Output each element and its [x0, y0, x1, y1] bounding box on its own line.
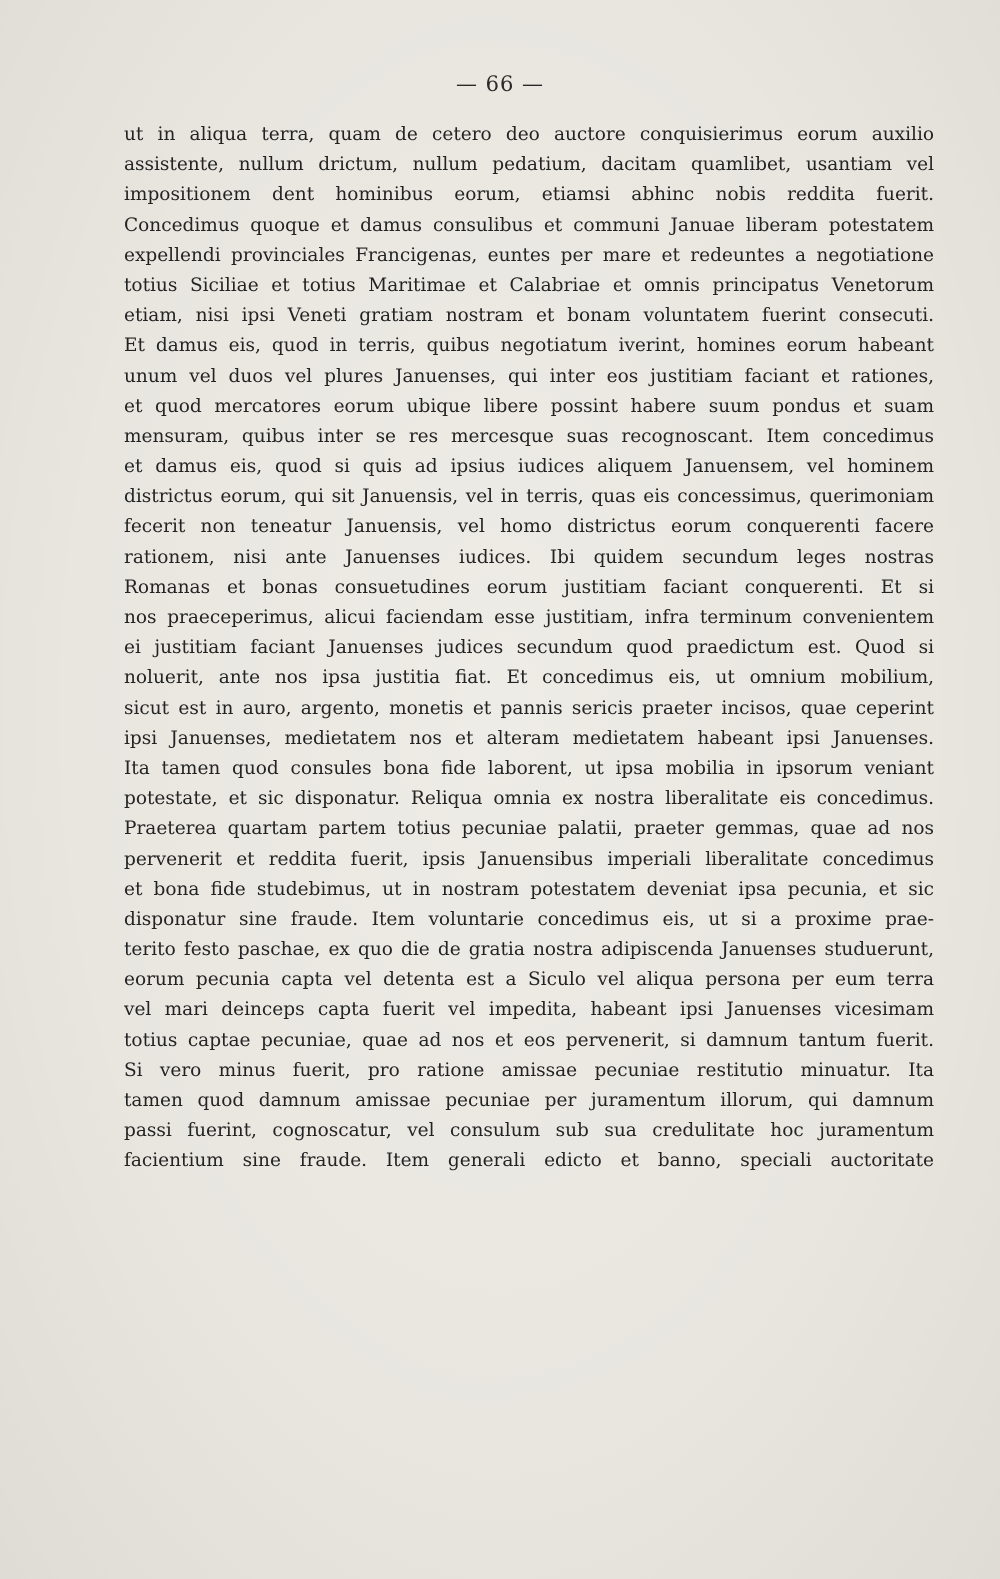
text-line: impositionem dent hominibus eorum, etiamsi abhinc nobis reddita fuerit.: [124, 184, 934, 206]
text-line: Praeterea quartam partem totius pecuniae palatii, praeter gemmas, quae ad nos: [124, 818, 934, 840]
text-line: districtus eorum, qui sit Januensis, vel in terris, quas eis concessimus, querimoniam: [124, 486, 934, 508]
text-line: Concedimus quoque et damus consulibus et communi Januae liberam potestatem: [124, 214, 934, 236]
page-number: — 66 —: [455, 72, 545, 96]
text-line: potestate, et sic disponatur. Reliqua omnia ex nostra liberalitate eis concedimus.: [124, 788, 934, 810]
text-line: et quod mercatores eorum ubique libere possint habere suum pondus et suam: [124, 395, 934, 417]
text-line: eorum pecunia capta vel detenta est a Siculo vel aliqua persona per eum terra: [124, 969, 934, 991]
text-line: pervenerit et reddita fuerit, ipsis Januensibus imperiali liberalitate concedimus: [124, 848, 934, 870]
text-line: ei justitiam faciant Januenses judices secundum quod praedictum est. Quod si: [124, 637, 934, 659]
text-line: noluerit, ante nos ipsa justitia fiat. Et concedimus eis, ut omnium mobilium,: [124, 667, 934, 689]
text-line: totius Siciliae et totius Maritimae et Calabriae et omnis principatus Venetorum: [124, 274, 934, 296]
text-line: Et damus eis, quod in terris, quibus negotiatum iverint, homines eorum habeant: [124, 335, 934, 357]
text-line: fecerit non teneatur Januensis, vel homo districtus eorum conquerenti facere: [124, 516, 934, 538]
text-line: unum vel duos vel plures Januenses, qui inter eos justitiam faciant et rationes,: [124, 365, 934, 387]
text-line: Si vero minus fuerit, pro ratione amissae pecuniae restitutio minuatur. Ita: [124, 1059, 934, 1081]
text-line: ipsi Januenses, medietatem nos et alteram medietatem habeant ipsi Januenses.: [124, 727, 934, 749]
text-line: ut in aliqua terra, quam de cetero deo auctore conquisierimus eorum auxilio: [124, 124, 934, 145]
text-line: et bona fide studebimus, ut in nostram potestatem deveniat ipsa pecunia, et sic: [124, 878, 934, 900]
text-line: et damus eis, quod si quis ad ipsius iudices aliquem Januensem, vel hominem: [124, 456, 934, 478]
text-line: terito festo paschae, ex quo die de gratia nostra adipiscenda Januenses studuerunt,: [124, 939, 934, 961]
text-line: passi fuerint, cognoscatur, vel consulum sub sua credulitate hoc juramentum: [124, 1120, 934, 1142]
text-line: assistente, nullum drictum, nullum pedatium, dacitam quamlibet, usantiam vel: [124, 154, 934, 176]
text-line: etiam, nisi ipsi Veneti gratiam nostram et bonam voluntatem fuerint consecuti.: [124, 305, 934, 327]
text-line: tamen quod damnum amissae pecuniae per juramentum illorum, qui damnum: [124, 1090, 934, 1111]
text-line: vel mari deinceps capta fuerit vel impedita, habeant ipsi Januenses vicesimam: [124, 999, 934, 1021]
text-line: sicut est in auro, argento, monetis et pannis sericis praeter incisos, quae ceperint: [124, 697, 934, 719]
text-line: mensuram, quibus inter se res mercesque suas recognoscant. Item concedimus: [124, 425, 934, 447]
text-line: disponatur sine fraude. Item voluntarie concedimus eis, ut si a proxime prae-: [124, 908, 934, 930]
text-line: rationem, nisi ante Januenses iudices. Ibi quidem secundum leges nostras: [124, 546, 934, 568]
text-line: expellendi provinciales Francigenas, euntes per mare et redeuntes a negotiatione: [124, 244, 934, 266]
text-line: facientium sine fraude. Item generali edicto et banno, speciali auctoritate: [124, 1150, 934, 1172]
text-line: nos praeceperimus, alicui faciendam esse justitiam, infra terminum convenientem: [124, 607, 934, 628]
text-line: Ita tamen quod consules bona fide laborent, ut ipsa mobilia in ipsorum veniant: [124, 757, 934, 779]
text-line: totius captae pecuniae, quae ad nos et eos pervenerit, si damnum tantum fuerit.: [124, 1029, 934, 1051]
body-text: [124, 120, 934, 1177]
text-line: Romanas et bonas consuetudines eorum justitiam faciant conquerenti. Et si: [124, 576, 934, 598]
